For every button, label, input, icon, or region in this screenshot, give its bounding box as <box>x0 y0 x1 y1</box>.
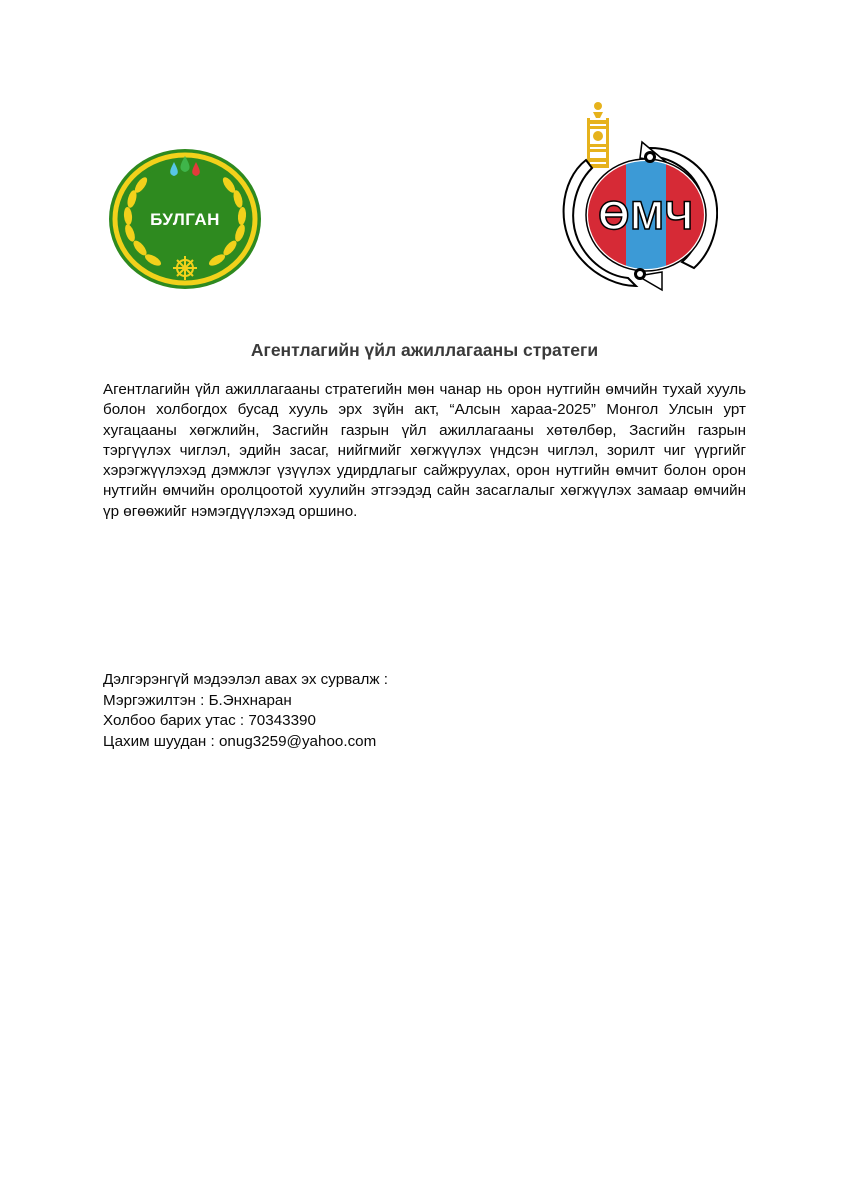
omch-logo-text: ӨМЧ <box>598 194 694 238</box>
omch-logo <box>558 100 718 292</box>
contact-block <box>103 670 703 752</box>
contact-email-line: Цахим шуудан : onug3259@yahoo.com <box>103 732 377 750</box>
contact-source-line: Дэлгэрэнгүй мэдээлэл авах эх сурвалж : <box>103 671 388 688</box>
bulgan-logo <box>108 148 262 290</box>
contact-specialist-line: Мэргэжилтэн : Б.Энхнаран <box>103 691 292 709</box>
document-title: Агентлагийн үйл ажиллагааны стратеги <box>250 340 599 360</box>
contact-phone-line: Холбоо барих утас : 70343390 <box>103 712 316 730</box>
strategy-paragraph: Агентлагийн үйл ажиллагааны стратегийн мөн чанар нь орон нутгийн өмчийн тухай хууль болон холбогдох бусад хууль эрх зүйн акт, “Алсын хараа-2025” Монгол Улсын урт хугацааны хөгжлийн, Засгийн газрын үйл ажиллагааны хөтөлбөр, Засгийн газрын тэргүүлэх чиглэл, эдийн засаг, нийгмийг хөгжүүлэх үндсэн чиглэл, зорилт чиг үүргийг хэрэгжүүлэхэд дэмжлэг үзүүлэх удирдлагыг сайжруулах, орон нутгийн өмчит болон орон нутгийн өмчийн оролцоотой хуулийн этгээдэд сайн засаглалыг хөгжүүлэх замаар өмчийн үр өгөөжийг нэмэгдүүлэхэд оршино. <box>103 381 746 520</box>
bulgan-logo-text: БУЛГАН <box>150 210 220 229</box>
